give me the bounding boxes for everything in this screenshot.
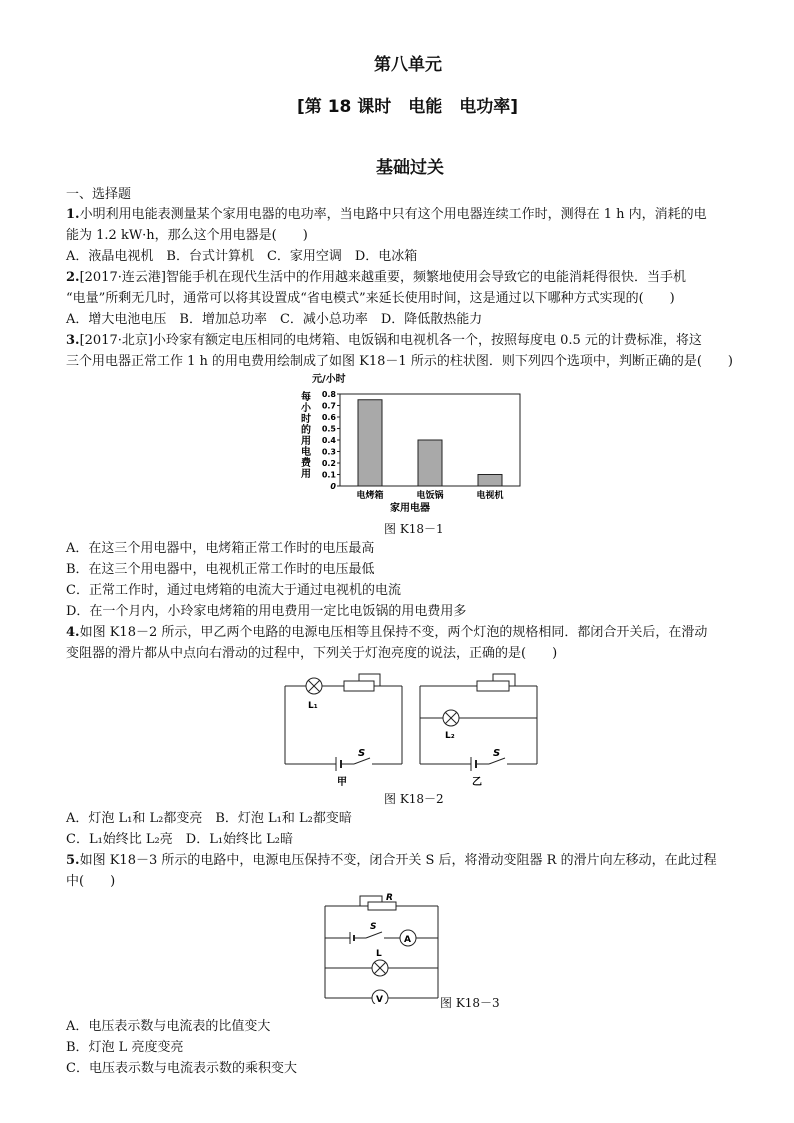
y-tick-label: 0.1 <box>321 470 336 480</box>
y-tick-label: 0.7 <box>321 401 336 411</box>
circuit-jia <box>280 672 410 792</box>
y-axis-title-char: 用 <box>301 469 311 480</box>
y-axis-title-char: 每 <box>301 392 311 403</box>
circuit-yi <box>415 672 545 792</box>
option-a: A．在这三个用电器中，电烤箱正常工作时的电压最高 <box>66 541 375 556</box>
bar <box>418 440 442 486</box>
y-unit-label: 元/小时 <box>312 374 346 385</box>
question-3-line2: 三个用电器正常工作 1 h 的用电费用绘制成了如图 K18－1 所示的柱状图．则下列四个选项中，判断正确的是( ) <box>66 354 733 369</box>
y-axis-title-char: 用 <box>301 436 311 447</box>
question-number: 2. <box>66 270 80 285</box>
y-axis-title-char: 小 <box>301 403 311 414</box>
option-b: B．在这三个用电器中，电视机正常工作时的电压最低 <box>66 562 375 577</box>
question-2-options: A．增大电池电压 B．增加总功率 C．减小总功率 D．降低散热能力 <box>66 312 483 327</box>
unit-title: 第八单元 <box>374 55 442 75</box>
option-ab: A．灯泡 L₁和 L₂都变亮 B．灯泡 L₁和 L₂都变暗 <box>66 811 352 826</box>
figure-caption: 图 K18－1 <box>384 522 444 536</box>
y-tick-label: 0.4 <box>321 436 336 445</box>
ammeter-label: A <box>404 935 411 945</box>
option-d: D．在一个月内，小玲家电烤箱的用电费用一定比电饭锅的用电费用多 <box>66 604 467 619</box>
x-category-label: 电烤箱 <box>356 491 384 501</box>
question-1-line2: 能为 1.2 kW·h，那么这个用电器是( ) <box>66 228 308 243</box>
bar <box>478 475 502 487</box>
figure-caption: 图 K18－3 <box>440 996 500 1010</box>
figure-caption: 图 K18－2 <box>384 792 444 806</box>
rheostat-icon <box>477 681 509 691</box>
x-category-label: 电视机 <box>476 491 504 501</box>
question-number: 5. <box>66 853 80 868</box>
y-tick-label: 0.2 <box>321 459 336 468</box>
lesson-title: [第 18 课时 电能 电功率] <box>297 97 519 117</box>
y-tick-label: 0.6 <box>321 413 336 422</box>
y-tick-label: 0.8 <box>321 390 336 399</box>
question-2 <box>66 270 686 286</box>
lamp-label: L₁ <box>308 701 318 711</box>
question-text: 如图 K18－2 所示，甲乙两个电路的电源电压相等且保持不变，两个灯泡的规格相同．都闭合开关后，在滑动 <box>79 625 708 640</box>
switch-label: S <box>370 922 377 932</box>
switch-label: S <box>493 748 501 759</box>
lamp-label: L <box>376 949 382 959</box>
y-tick-label: 0.3 <box>321 447 336 457</box>
question-text: [2017·北京]小玲家有额定电压相同的电烤箱、电饭锅和电视机各一个，按照每度电 0.5 元的计费标准，将这 <box>79 333 702 348</box>
y-axis-title <box>301 390 312 480</box>
rheostat-label: R <box>386 893 393 903</box>
section-title: 基础过关 <box>376 158 444 178</box>
y-axis-title-char: 时 <box>301 414 311 425</box>
y-ticks <box>322 390 340 491</box>
bar-chart <box>290 370 530 520</box>
question-number: 1. <box>66 207 80 222</box>
option-c: C．电压表示数与电流表示数的乘积变大 <box>66 1061 297 1076</box>
x-category-label: 电饭锅 <box>416 491 444 501</box>
question-5-line2: 中( ) <box>66 874 116 889</box>
y-axis-title-char: 的 <box>301 425 311 436</box>
question-text: 如图 K18－3 所示的电路中，电源电压保持不变，闭合开关 S 后，将滑动变阻器 R 的滑片向左移动，在此过程 <box>79 853 717 868</box>
option-cd: C．L₁始终比 L₂亮 D．L₁始终比 L₂暗 <box>66 832 294 847</box>
bar <box>358 400 382 486</box>
question-1-options: A．液晶电视机 B．台式计算机 C．家用空调 D．电冰箱 <box>66 249 418 264</box>
y-tick-label: 0.5 <box>321 424 336 434</box>
question-number: 3. <box>66 333 80 348</box>
circuit-name: 甲 <box>337 777 347 788</box>
question-2-line2: “电量”所剩无几时，通常可以将其设置成“省电模式”来延长使用时间，这是通过以下哪种方式实现的( ) <box>66 291 675 306</box>
circuit-name: 乙 <box>472 777 482 788</box>
rheostat-icon <box>344 681 374 691</box>
y-axis-title-char: 费 <box>301 458 311 469</box>
voltmeter-label: V <box>376 995 383 1004</box>
switch-label: S <box>358 748 366 759</box>
circuit-k18-3 <box>320 892 445 1004</box>
y-axis-title-char: 电 <box>301 447 311 458</box>
bars <box>358 400 502 486</box>
x-categories <box>356 489 503 501</box>
part-heading: 一、选择题 <box>66 187 132 202</box>
option-b: B．灯泡 L 亮度变亮 <box>66 1040 184 1055</box>
question-text: [2017·连云港]智能手机在现代生活中的作用越来越重要，频繁地使用会导致它的电能消耗得很快．当手机 <box>79 270 686 285</box>
question-3 <box>66 333 702 349</box>
y-tick-label: 0 <box>330 482 336 491</box>
question-5 <box>66 853 717 869</box>
question-text: 小明利用电能表测量某个家用电器的电功率，当电路中只有这个用电器连续工作时，测得在 1 h 内，消耗的电 <box>79 207 707 222</box>
question-4 <box>66 625 707 641</box>
rheostat-icon <box>368 902 396 910</box>
x-axis-title: 家用电器 <box>390 503 430 514</box>
question-number: 4. <box>66 625 80 640</box>
question-1 <box>66 207 707 223</box>
lamp-label: L₂ <box>445 731 455 741</box>
option-a: A．电压表示数与电流表的比值变大 <box>66 1019 271 1034</box>
switch-icon <box>366 932 382 938</box>
option-c: C．正常工作时，通过电烤箱的电流大于通过电视机的电流 <box>66 583 401 598</box>
question-4-line2: 变阻器的滑片都从中点向右滑动的过程中，下列关于灯泡亮度的说法，正确的是( ) <box>66 646 558 661</box>
